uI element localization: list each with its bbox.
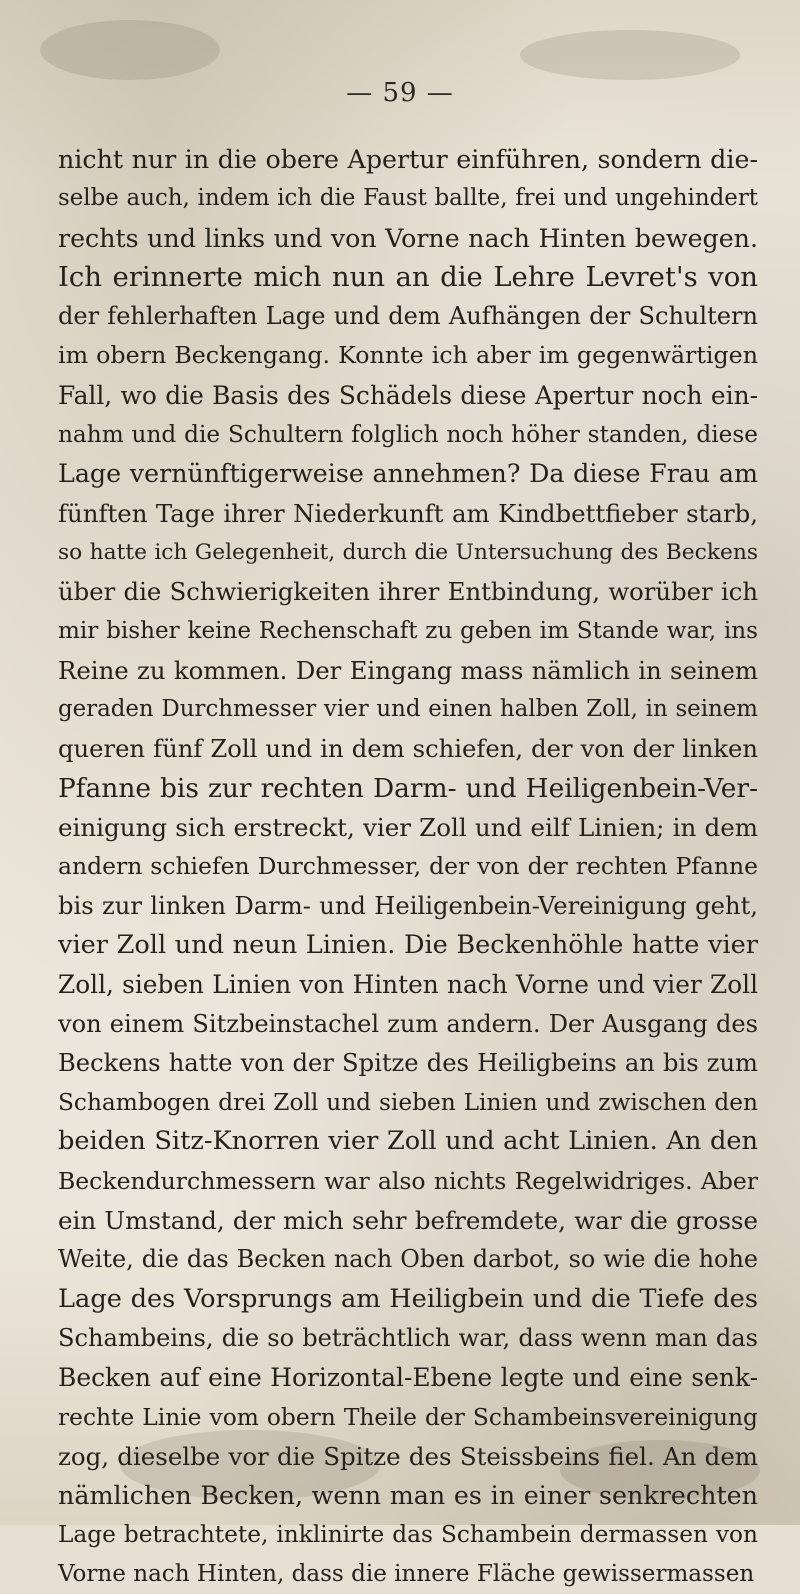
text-line: im obern Beckengang. Konnte ich aber im gegenwärtigen (58, 341, 758, 370)
text-line: Becken auf eine Horizontal-Ebene legte und eine senk- (58, 1363, 758, 1393)
text-line: vier Zoll und neun Linien. Die Beckenhöhle hatte vier (58, 929, 758, 960)
text-line: queren fünf Zoll und in dem schiefen, der von der linken (58, 734, 758, 764)
text-line: Weite, die das Becken nach Oben darbot, so wie die hohe (58, 1245, 758, 1274)
text-line: Schambeins, die so beträchtlich war, dass wenn man das (58, 1323, 758, 1352)
text-line: der fehlerhaften Lage und dem Aufhängen der Schultern (58, 302, 758, 331)
text-line: Lage des Vorsprungs am Heiligbein und die Tiefe des (58, 1283, 758, 1314)
text-line: rechte Linie vom obern Theile der Schambeinsvereinigung (58, 1402, 758, 1431)
text-line: zog, dieselbe vor die Spitze des Steissbeins fiel. An dem (58, 1441, 758, 1471)
text-line: über die Schwierigkeiten ihrer Entbindung, worüber ich (58, 577, 758, 607)
text-line: Pfanne bis zur rechten Darm- und Heiligenbein-Ver- (58, 772, 758, 804)
text-line: so hatte ich Gelegenheit, durch die Untersuchung des Beckens (58, 539, 758, 565)
text-line: geraden Durchmesser vier und einen halben Zoll, in seinem (58, 696, 758, 723)
text-line: Reine zu kommen. Der Eingang mass nämlich in seinem (58, 655, 758, 685)
text-line: Lage vernünftigerweise annehmen? Da diese Frau am (58, 458, 758, 489)
text-line: andern schiefen Durchmesser, der von der rechten Pfanne (58, 852, 758, 881)
text-line: rechts und links und von Vorne nach Hinten bewegen. (58, 223, 758, 253)
text-line: beiden Sitz-Knorren vier Zoll und acht Linien. An den (58, 1126, 758, 1157)
body-text (58, 140, 758, 1594)
text-line: ein Umstand, der mich sehr befremdete, war die grosse (58, 1206, 758, 1236)
text-line: Beckendurchmessern war also nichts Regelwidriges. Aber (58, 1166, 758, 1195)
text-line: nicht nur in die obere Apertur einführen, sondern die- (58, 144, 758, 174)
text-line: Vorne nach Hinten, dass die innere Fläche gewissermassen (58, 1560, 755, 1587)
text-line: fünften Tage ihrer Niederkunft am Kindbettfieber starb, (58, 498, 758, 528)
text-line: Fall, wo die Basis des Schädels diese Apertur noch ein- (58, 380, 758, 410)
paper-stain (520, 30, 740, 80)
text-line: selbe auch, indem ich die Faust ballte, frei und ungehindert (58, 185, 758, 212)
text-line: Lage betrachtete, inklinirte das Schambein dermassen von (58, 1521, 758, 1549)
page-number: — 59 — (346, 78, 454, 108)
text-line: einigung sich erstreckt, vier Zoll und eilf Linien; in dem (58, 813, 758, 843)
text-line: Beckens hatte von der Spitze des Heiligbeins an bis zum (58, 1048, 758, 1077)
text-line: Zoll, sieben Linien von Hinten nach Vorne und vier Zoll (58, 970, 758, 1000)
text-line: nahm und die Schultern folglich noch höher standen, diese (58, 421, 758, 449)
text-line: Schambogen drei Zoll und sieben Linien und zwischen den (58, 1089, 758, 1117)
text-line: Ich erinnerte mich nun an die Lehre Levret's von (58, 260, 758, 293)
text-line: bis zur linken Darm- und Heiligenbein-Vereinigung geht, (58, 891, 758, 920)
text-line: mir bisher keine Rechenschaft zu geben im Stande war, ins (58, 617, 758, 644)
paper-stain (40, 20, 220, 80)
text-line: nämlichen Becken, wenn man es in einer senkrechten (58, 1480, 758, 1511)
text-line: von einem Sitzbeinstachel zum andern. Der Ausgang des (58, 1009, 758, 1038)
